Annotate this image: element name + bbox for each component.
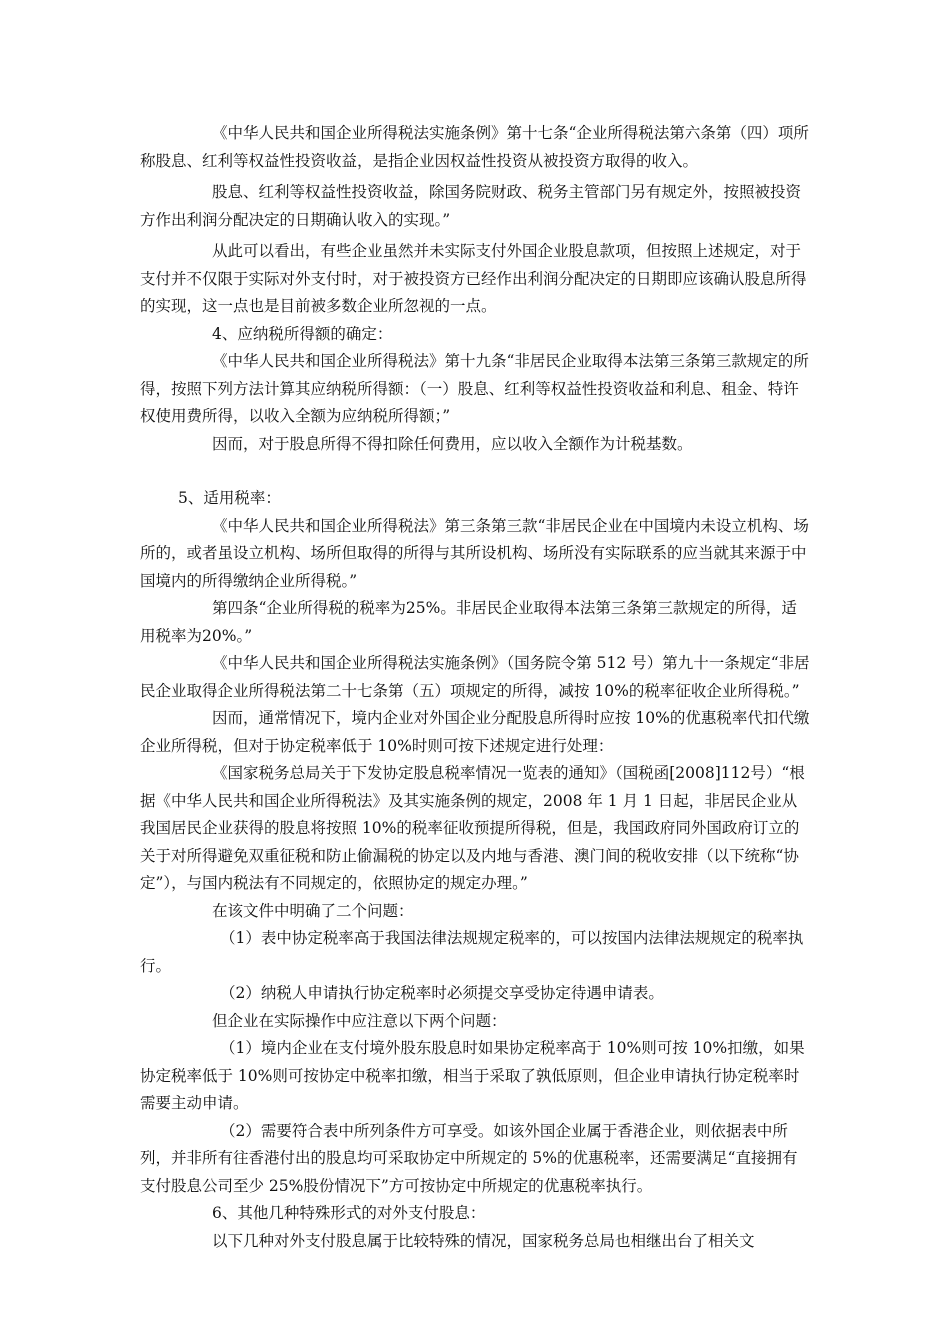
paragraph-law-article-3: 《中华人民共和国企业所得税法》第三条第三款“非居民企业在中国境内未设立机构、场所的，或者虽设立机构、场所但取得的所得与其所设机构、场所没有实际联系的应当就其来源于中国境内的所得缴纳企业所得税。” [140,516,809,590]
section-heading-6: 6、其他几种特殊形式的对外支付股息： [212,1204,486,1222]
list-item-issue-1: （1）表中协定税率高于我国法律法规规定税率的，可以按国内法律法规规定的税率执行。 [140,929,804,975]
paragraph-regulation-article-17: 《中华人民共和国企业所得税法实施条例》第十七条“企业所得税法第六条第（四）项所称股息、红利等权益性投资收益，是指企业因权益性投资从被投资方取得的收入。 [140,124,809,170]
paragraph-dividend-recognition: 股息、红利等权益性投资收益，除国务院财政、税务主管部门另有规定外，按照被投资方作出利润分配决定的日期确认收入的实现。” [140,183,802,229]
paragraph-law-article-19: 《中华人民共和国企业所得税法》第十九条“非居民企业取得本法第三条第三款规定的所得，按照下列方法计算其应纳税所得额：（一）股息、红利等权益性投资收益和利息、租金、特许权使用费所得，以收入全额为应纳税所得额；” [140,352,809,425]
list-item-practice-2: （2）需要符合表中所列条件方可享受。如该外国企业属于香港企业，则依据表中所列，并非所有往香港付出的股息均可采取协定中所规定的 5%的优惠税率，还需要满足“直接拥有支付股息公司至少 25%股份情况下”方可按协定中所规定的优惠税率执行。 [140,1121,798,1195]
section-heading-4: 4、应纳税所得额的确定： [212,324,393,343]
list-item-issue-2: （2）纳税人申请执行协定税率时必须提交享受协定待遇申请表。 [220,984,664,1002]
paragraph-regulation-article-91: 《中华人民共和国企业所得税法实施条例》（国务院令第 512 号）第九十一条规定“非居民企业取得企业所得税法第二十七条第（五）项规定的所得，减按 10%的税率征收企业所得税。” [140,654,810,700]
paragraph-withholding-rate: 因而，通常情况下，境内企业对外国企业分配股息所得时应按 10%的优惠税率代扣代缴企业所得税，但对于协定税率低于 10%时则可按下述规定进行处理： [140,709,810,755]
paragraph-practice-notes-intro: 但企业在实际操作中应注意以下两个问题： [212,1011,507,1030]
section-heading-5: 5、适用税率： [178,489,281,507]
list-item-practice-1: （1）境内企业在支付境外股东股息时如果协定税率高于 10%则可按 10%扣缴，如果协定税率低于 10%则可按协定中税率扣缴，相当于采取了孰低原则，但企业申请执行协定税率时需要主动申请。 [140,1039,805,1112]
paragraph-two-issues-intro: 在该文件中明确了二个问题： [212,901,414,920]
paragraph-sat-notice: 《国家税务总局关于下发协定股息税率情况一览表的通知》（国税函[2008]112号）“根据《中华人民共和国企业所得税法》及其实施条例的规定，2008 年 1 月 1 日起，非居民企业从我国居民企业获得的股息将按照 10%的税率征收预提所得税，但是，我国政府同外国政府订立的关于对所得避免双重征税和防止偷漏税的协定以及内地与香港、澳门间的税收安排（以下统称“协定”），与国内税法有不同规定的，依照协定的规定办理。” [140,764,805,892]
paragraph-tax-base-conclusion: 因而，对于股息所得不得扣除任何费用，应以收入全额作为计税基数。 [212,434,693,453]
document-body [140,120,812,1255]
paragraph-analysis-recognition: 从此可以看出，有些企业虽然并未实际支付外国企业股息款项，但按照上述规定，对于支付并不仅限于实际对外支付时，对于被投资方已经作出利润分配决定的日期即应该确认股息所得的实现，这一点也是目前被多数企业所忽视的一点。 [140,242,807,315]
paragraph-law-article-4: 第四条“企业所得税的税率为25%。非居民企业取得本法第三条第三款规定的所得，适用税率为20%。” [140,599,797,645]
paragraph-special-cases: 以下几种对外支付股息属于比较特殊的情况，国家税务总局也相继出台了相关文 [212,1231,755,1250]
